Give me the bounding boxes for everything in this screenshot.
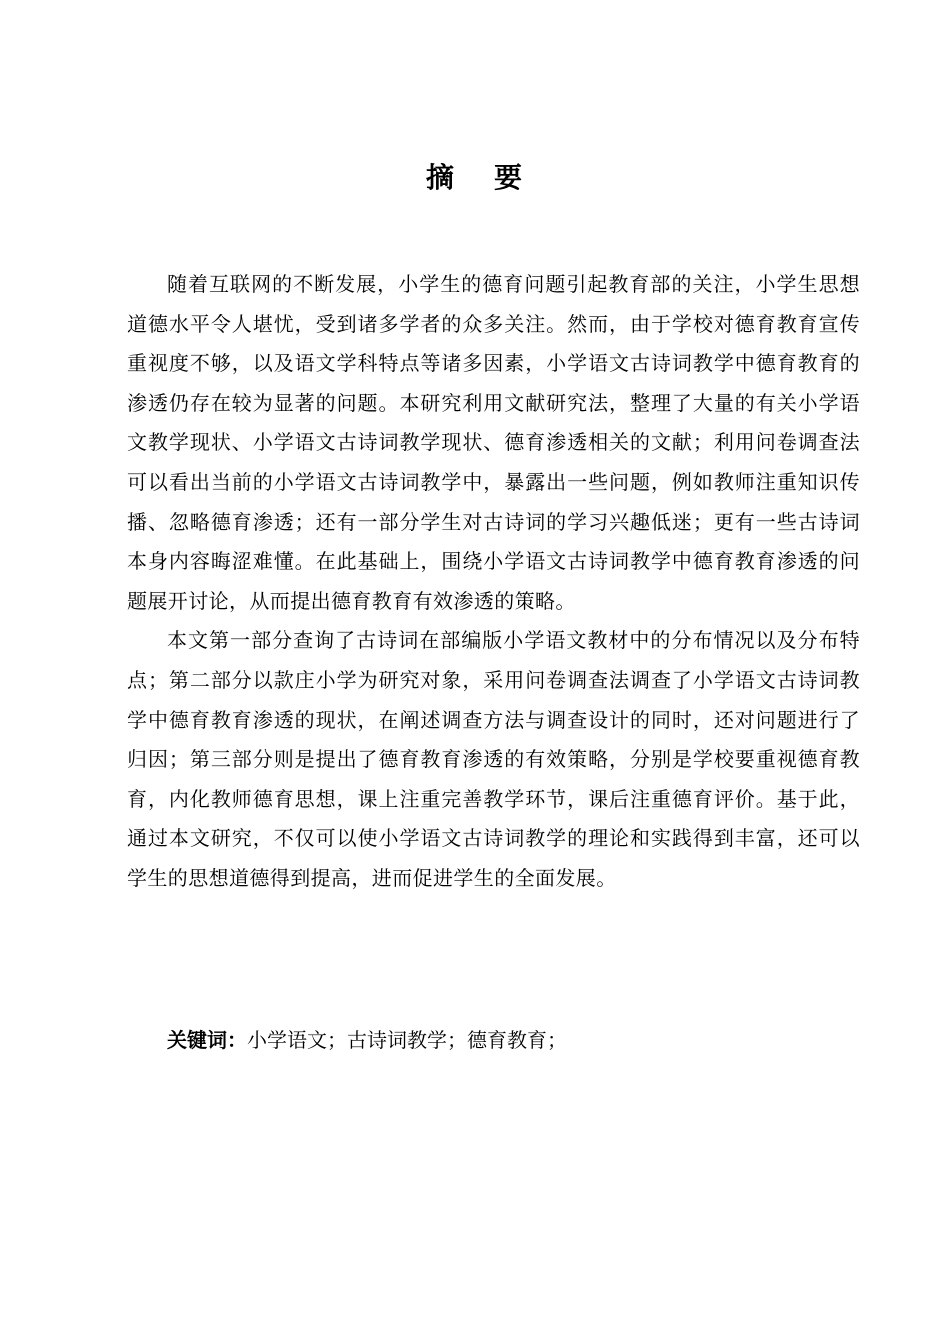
abstract-body (127, 265, 860, 899)
keywords-value: 小学语文；古诗词教学；德育教育； (247, 1028, 567, 1052)
page-title (0, 158, 950, 198)
abstract-paragraph-2: 本文第一部分查询了古诗词在部编版小学语文教材中的分布情况以及分布特点；第二部分以款庄小学为研究对象，采用问卷调查法调查了小学语文古诗词教学中德育教育渗透的现状，在阐述调查方法与调查设计的同时，还对问题进行了归因；第三部分则是提出了德育教育渗透的有效策略，分别是学校要重视德育教育，内化教师德育思想，课上注重完善教学环节，课后注重德育评价。基于此，通过本文研究，不仅可以使小学语文古诗词教学的理论和实践得到丰富，还可以学生的思想道德得到提高，进而促进学生的全面发展。 (127, 628, 860, 890)
keywords-label: 关键词： (167, 1028, 247, 1052)
title-char-2: 要 (494, 161, 525, 194)
title-char-1: 摘 (425, 161, 456, 194)
abstract-paragraph-1: 随着互联网的不断发展，小学生的德育问题引起教育部的关注，小学生思想道德水平令人堪忧，受到诸多学者的众多关注。然而，由于学校对德育教育宣传重视度不够，以及语文学科特点等诸多因素，小学语文古诗词教学中德育教育的渗透仍存在较为显著的问题。本研究利用文献研究法，整理了大量的有关小学语文教学现状、小学语文古诗词教学现状、德育渗透相关的文献；利用问卷调查法可以看出当前的小学语文古诗词教学中，暴露出一些问题，例如教师注重知识传播、忽略德育渗透；还有一部分学生对古诗词的学习兴趣低迷；更有一些古诗词本身内容晦涩难懂。在此基础上，围绕小学语文古诗词教学中德育教育渗透的问题展开讨论，从而提出德育教育有效渗透的策略。 (127, 272, 860, 613)
keywords-line (167, 1023, 567, 1057)
